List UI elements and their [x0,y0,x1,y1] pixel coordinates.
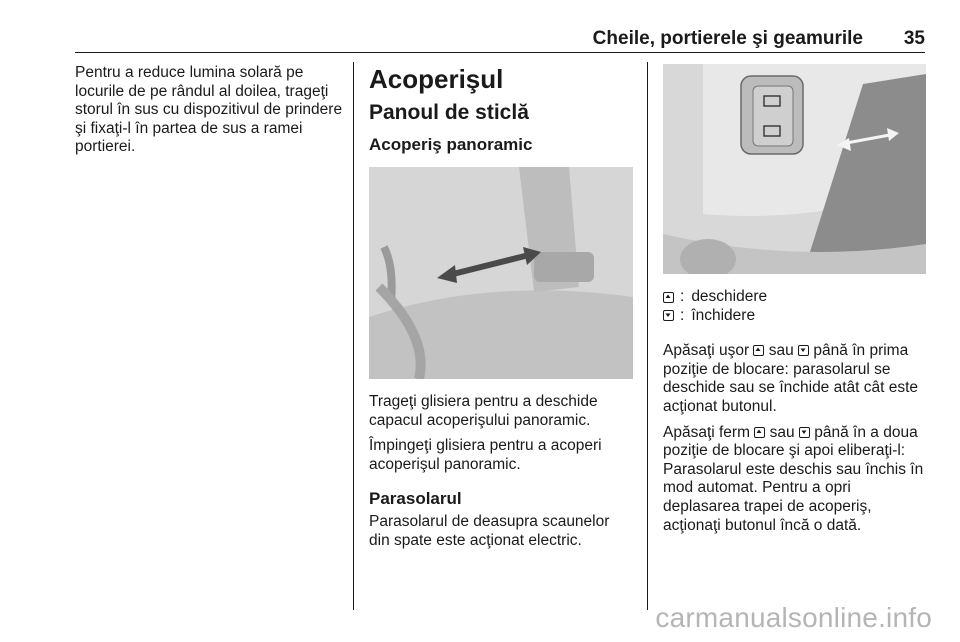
sunshade-close-icon [798,345,809,356]
subsubsection-heading: Acoperiş panoramic [369,135,533,154]
column-middle [369,64,633,551]
column-right [663,64,926,535]
sunshade-heading: Parasolarul [369,489,462,509]
column-left [75,64,343,157]
firm-press-instruction: Apăsaţi ferm sau până în a doua poziţie de blocare şi apoi eliberaţi-l: Parasolarul este deschis sau închis în mod automat. Pentru a opri deplasarea trapei de acoperiş, acţionaţi butonul încă o dată. [663,423,924,534]
section-heading: Acoperişul [369,64,504,94]
sunshade-close-icon [663,310,674,321]
sunshade-open-icon [663,292,674,303]
sunshade-open-icon [754,427,765,438]
page-header [75,28,925,53]
legend-open: : deschidere [663,288,926,307]
open-instruction: Trageţi glisiera pentru a deschide capacul acoperişului panoramic. [369,393,598,429]
column-divider-2 [647,62,648,610]
column-divider-1 [353,62,354,610]
legend-close: : închidere [663,307,926,326]
legend-open-label: deschidere [691,288,768,305]
sunshade-description: Parasolarul de deasupra scaunelor din spate este acţionat electric. [369,513,610,549]
watermark: carmanualsonline.info [655,602,932,633]
panoramic-roof-slider-illustration [369,167,633,379]
sunblind-paragraph: Pentru a reduce lumina solară pe locurile de pe rândul al doilea, trageţi storul în sus cu dispozitivul de prindere şi fixaţi-l în partea de sus a ramei portierei. [75,64,343,156]
legend-close-label: închidere [691,306,756,324]
subsection-heading: Panoul de sticlă [369,101,529,124]
close-instruction: Împingeţi glisiera pentru a acoperi acoperişul panoramic. [369,437,602,473]
light-press-instruction: Apăsaţi uşor sau până în prima poziţie de blocare: parasolarul se deschide sau se închide atât cât este acţionat butonul. [663,342,919,415]
sunshade-switch-illustration [663,64,926,274]
chapter-title: Cheile, portierele şi geamurile [592,28,863,49]
page-number: 35 [903,28,925,49]
sunshade-open-icon [753,345,764,356]
sunshade-close-icon [799,427,810,438]
